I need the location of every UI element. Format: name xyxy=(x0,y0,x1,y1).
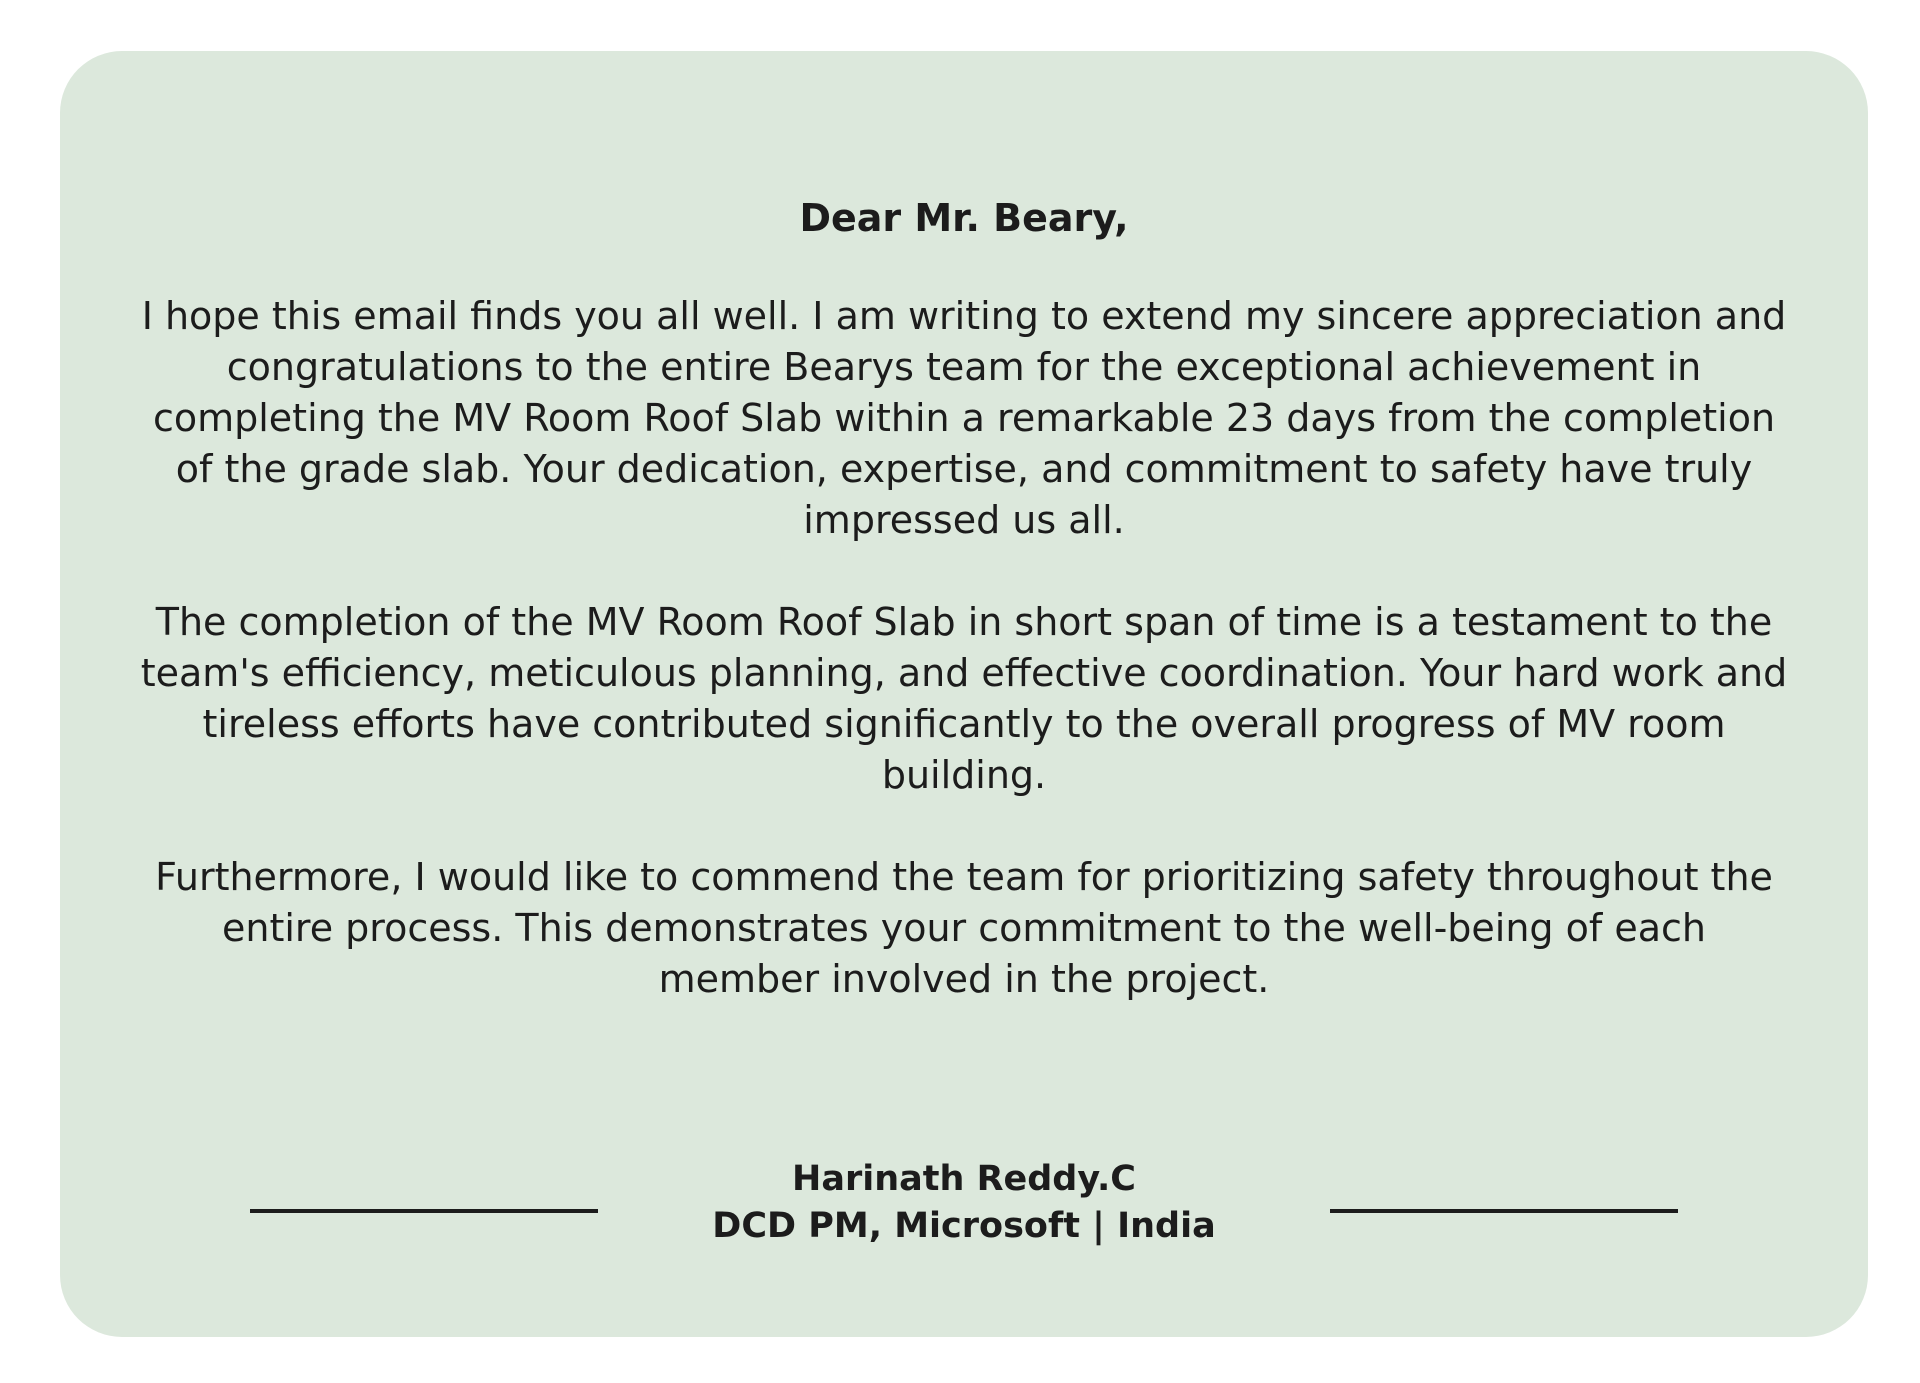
salutation: Dear Mr. Beary, xyxy=(799,196,1129,240)
paragraph-completion: The completion of the MV Room Roof Slab in short span of time is a testament to the team's efficiency, meticulous planning, and effective coordination. Your hard work and tireless efforts have contributed significantly to the overall progress of MV room building. xyxy=(140,600,1788,797)
signature-text xyxy=(614,1156,1314,1250)
signature-block xyxy=(60,1106,1868,1246)
signature-line-left xyxy=(250,1209,598,1213)
signer-name: Harinath Reddy.C xyxy=(792,1159,1136,1199)
paragraph-safety: Furthermore, I would like to commend the team for prioritizing safety throughout the entire process. This demonstrates your commitment to the well-being of each member involved in the project. xyxy=(155,855,1773,1001)
letter-card xyxy=(60,51,1868,1337)
letter-body xyxy=(140,193,1788,1056)
signer-title: DCD PM, Microsoft | India xyxy=(712,1206,1216,1246)
signature-line-right xyxy=(1330,1209,1678,1213)
paragraph-appreciation: I hope this email finds you all well. I am writing to extend my sincere appreciation and congratulations to the entire Bearys team for the exceptional achievement in completing the MV Room Roof Slab within a remarkable 23 days from the completion of the grade slab. Your dedication, expertise, and commitment to safety have truly impressed us all. xyxy=(141,294,1787,542)
